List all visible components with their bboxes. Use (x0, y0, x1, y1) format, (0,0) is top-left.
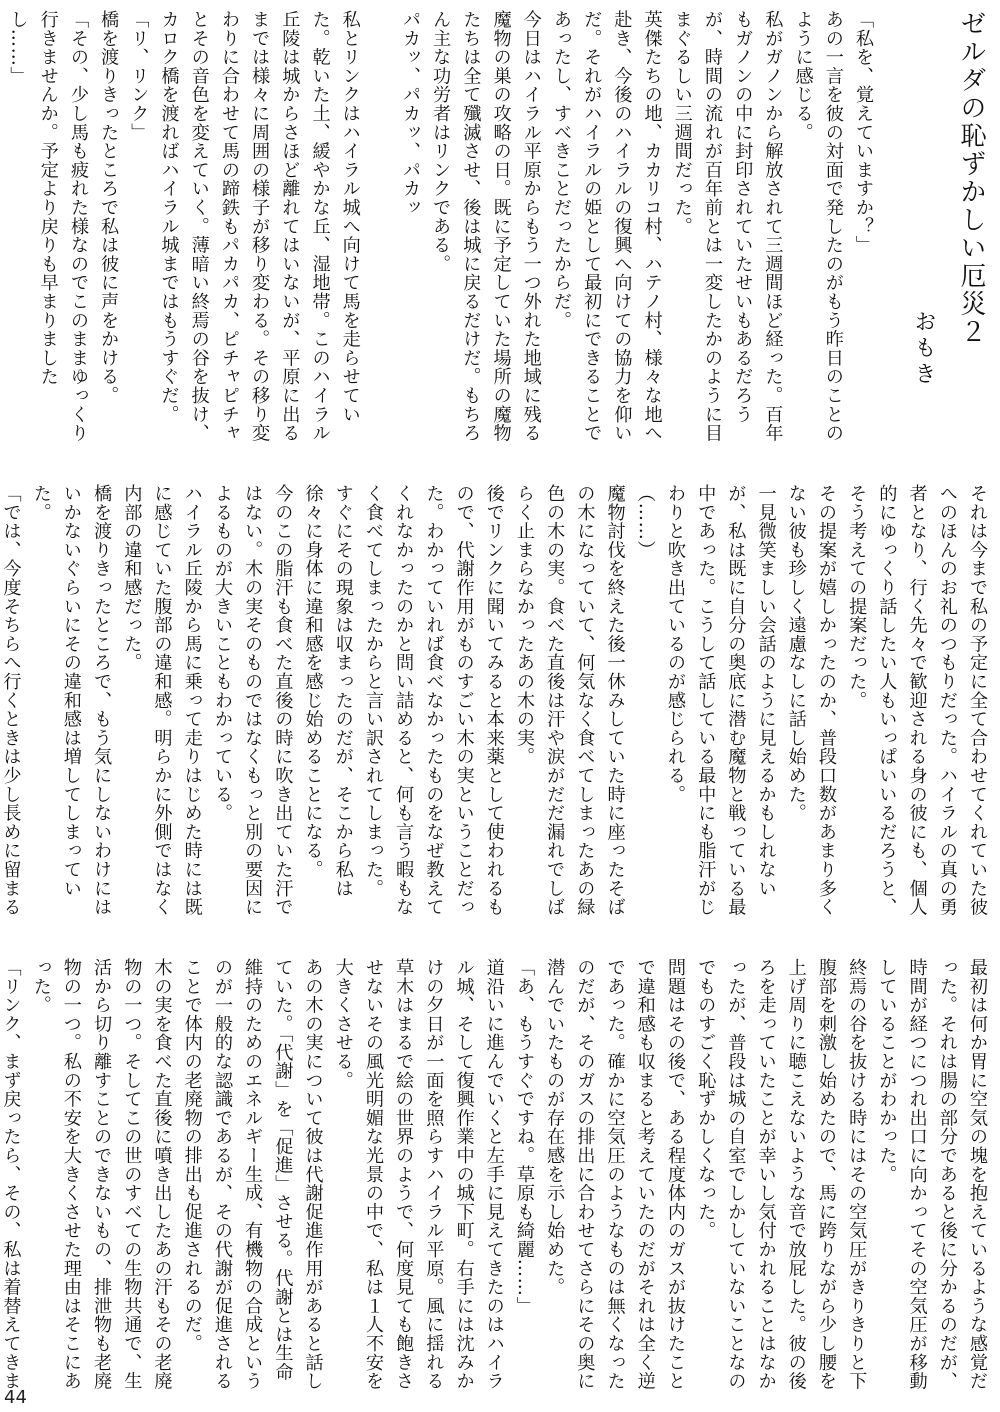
paragraph: ハイラル丘陵から馬に乗って走りはじめた時には既に感じていた腹部の違和感。明らかに外側ではなく内部の違和感だった。 (121, 484, 203, 917)
paragraph: 今日はハイラル平原からもう一つ外れた地域に残る魔物の巣の攻略の日。既に予定していた場所の魔物たちは全て殲滅させ、後は城に戻るだけだ。もちろん主な功労者はリンクである。 (430, 10, 542, 443)
story-title: ゼルダの恥ずかしい厄災２ (956, 10, 986, 346)
paragraph: あの木の実について彼は代謝促進作用があると話していた。「代謝」を「促進」させる。代謝とは生命維持のためのエネルギー生成、有機物の合成というのが一般的な認識であるが、その代謝が促進されることで体内の老廃物の排出も促進されるのだ。 (181, 958, 324, 1391)
paragraph: 橋を渡りきったところで、もう気にしないわけにはいかないぐらいにその違和感は増してしまっていた。 (30, 484, 113, 917)
dialogue-line: 「リンク、まず戻ったら、その、私は着替えてきま (0, 958, 22, 1391)
thought-line: （……） (634, 484, 656, 560)
paragraph: 英傑たちの地、カカリコ村、ハテノ村、様々な地へ赴き、今後のハイラルの復興へ向けての協力を仰いだ。それがハイラルの姫として最初にできることであったし、すべきことだったからだ。 (550, 10, 663, 443)
paragraph: 一見微笑ましい会話のように見えるかもしれないが、私は既に自分の奥底に潜む魔物と戦っている最中であった。こうして話している最中にも脂汗がじわりと吹き出ているのが感じられる。 (664, 484, 777, 917)
page-number: 44 (4, 1387, 27, 1408)
paragraph: 今のこの脂汗も食べた直後の時に吹き出ていた汗ではない。木の実そのものではなくもっと別の要因によるものが大きいこともわかっている。 (211, 484, 294, 917)
paragraph (0, 10, 2, 450)
paragraph: 私がガノンから解放されて三週間ほど経った。百年もガノンの中に封印されていたせいもあるだろうが、時間の流れが百年前とは一変したかのように目まぐるしい三週間だった。 (671, 10, 784, 443)
paragraph: 最初は何か胃に空気の塊を抱えているような感覚だった。それは腸の部分であると後に分かるのだが、時間が経つにつれ出口に向かってその空気圧が移動していることがわかった。 (876, 958, 988, 1391)
dialogue-line: 「では、今度そちらへ行くときは少し長めに留まる (0, 484, 22, 917)
sound-effect-line: パカッ、パカッ、パカッ (399, 10, 421, 217)
text-tier-middle (0, 484, 992, 924)
dialogue-line: 「リ、リンク」 (128, 10, 150, 142)
paragraph: 終焉の谷を抜ける時にはその空気圧がきりきりと下腹部を刺激し始めたので、馬に跨りながら少し腰を上げ周りに聴こえないような音で放屁した。彼の後ろを走っていたことが幸いし気付かれることはなかったが、普段は城の自室でしかしていないことなのでものすごく恥ずかしくなった。 (695, 958, 868, 1391)
paragraph: 後でリンクに聞いてみると本来薬として使われるもので、代謝作用がものすごい木の実ということだった。わかっていれば食べなかったものをなぜ教えてくれなかったのかと問い詰めると、何も言う暇もなく食べてしまったからと言い訳されてしまった。 (362, 484, 505, 917)
author-name: おもき (911, 310, 936, 388)
paragraph: その提案が嬉しかったのか、普段口数があまり多くない彼も珍しく遠慮なしに話し始めた。 (785, 484, 837, 917)
paragraph: 橋を渡りきったところで私は彼に声をかける。 (98, 10, 120, 405)
dialogue-line: 「あ、もうすぐですね。草原も綺麗……」 (513, 958, 535, 1316)
paragraph: 問題はその後で、ある程度体内のガスが抜けたことで違和感も収まると考えていたのだがそれは全く逆であった。確かに空気圧のようなものは無くなったのだが、そのガスの排出に合わせてさらにその奥に潜んでいたものが存在感を示し始めた。 (544, 958, 686, 1391)
paragraph: 私とリンクはハイラル城へ向けて馬を走らせていた。乾いた土、緩やかな丘、湿地帯。このハイラル丘陵は城からさほど離れてはいないが、平原に出るまでは様々に周囲の様子が移り変わる。その移り変わりに合わせて馬の蹄鉄もパカパカ、ピチャピチャとその音色を変えていく。薄暗い終焉の谷を抜け、カロク橋を渡ればハイラル城まではもうすぐだ。 (158, 10, 361, 443)
paragraph: 「私を、覚えていますか？」 (853, 10, 874, 255)
dialogue-line: 「その、少し馬も疲れた様なのでこのままゆっくり行きませんか。予定より戻りも早まりましたし……」 (7, 10, 89, 443)
paragraph: あの一言を彼の対面で発したのがもう昨日のことのように感じる。 (792, 10, 844, 443)
text-tier-top (0, 10, 992, 450)
paragraph: それは今まで私の予定に全て合わせてくれていた彼へのほんのお礼のつもりだった。ハイラルの真の勇者となり、行く先々で歓迎される身の彼にも、個人的にゆっくり話したい人もいっぱいいるだろうと、そう考えての提案だった。 (846, 484, 988, 917)
text-tier-bottom (0, 958, 992, 1398)
paragraph: 木の実を食べた直後に噴き出したあの汗もその老廃物の一つ。そしてこの世のすべての生物共通で、生活から切り離すことのできないもの、排泄物も老廃物の一つ。私の不安を大きくさせた理由はそこにあった。 (30, 958, 173, 1391)
paragraph: 道沿いに進んでいくと左手に見えてきたのはハイラル城、そして復興作業中の城下町。右手には沈みかけの夕日が一面を照らすハイラル平原。風に揺れる草木はまるで絵の世界のようで、何度見ても飽きさせないその風光明媚な光景の中で、私は１人不安を大きくさせる。 (332, 958, 505, 1391)
paragraph: すぐにその現象は収まったのだが、そこから私は徐々に身体に違和感を感じ始めることになる。 (302, 484, 354, 898)
paragraph: 魔物討伐を終えた後一休みしていた時に座ったそばの木になっていて、何気なく食べてしまったあの緑色の木の実。食べた直後は汗や涙がだだ漏れでしばらく止まらなかったあの木の実。 (513, 484, 626, 917)
